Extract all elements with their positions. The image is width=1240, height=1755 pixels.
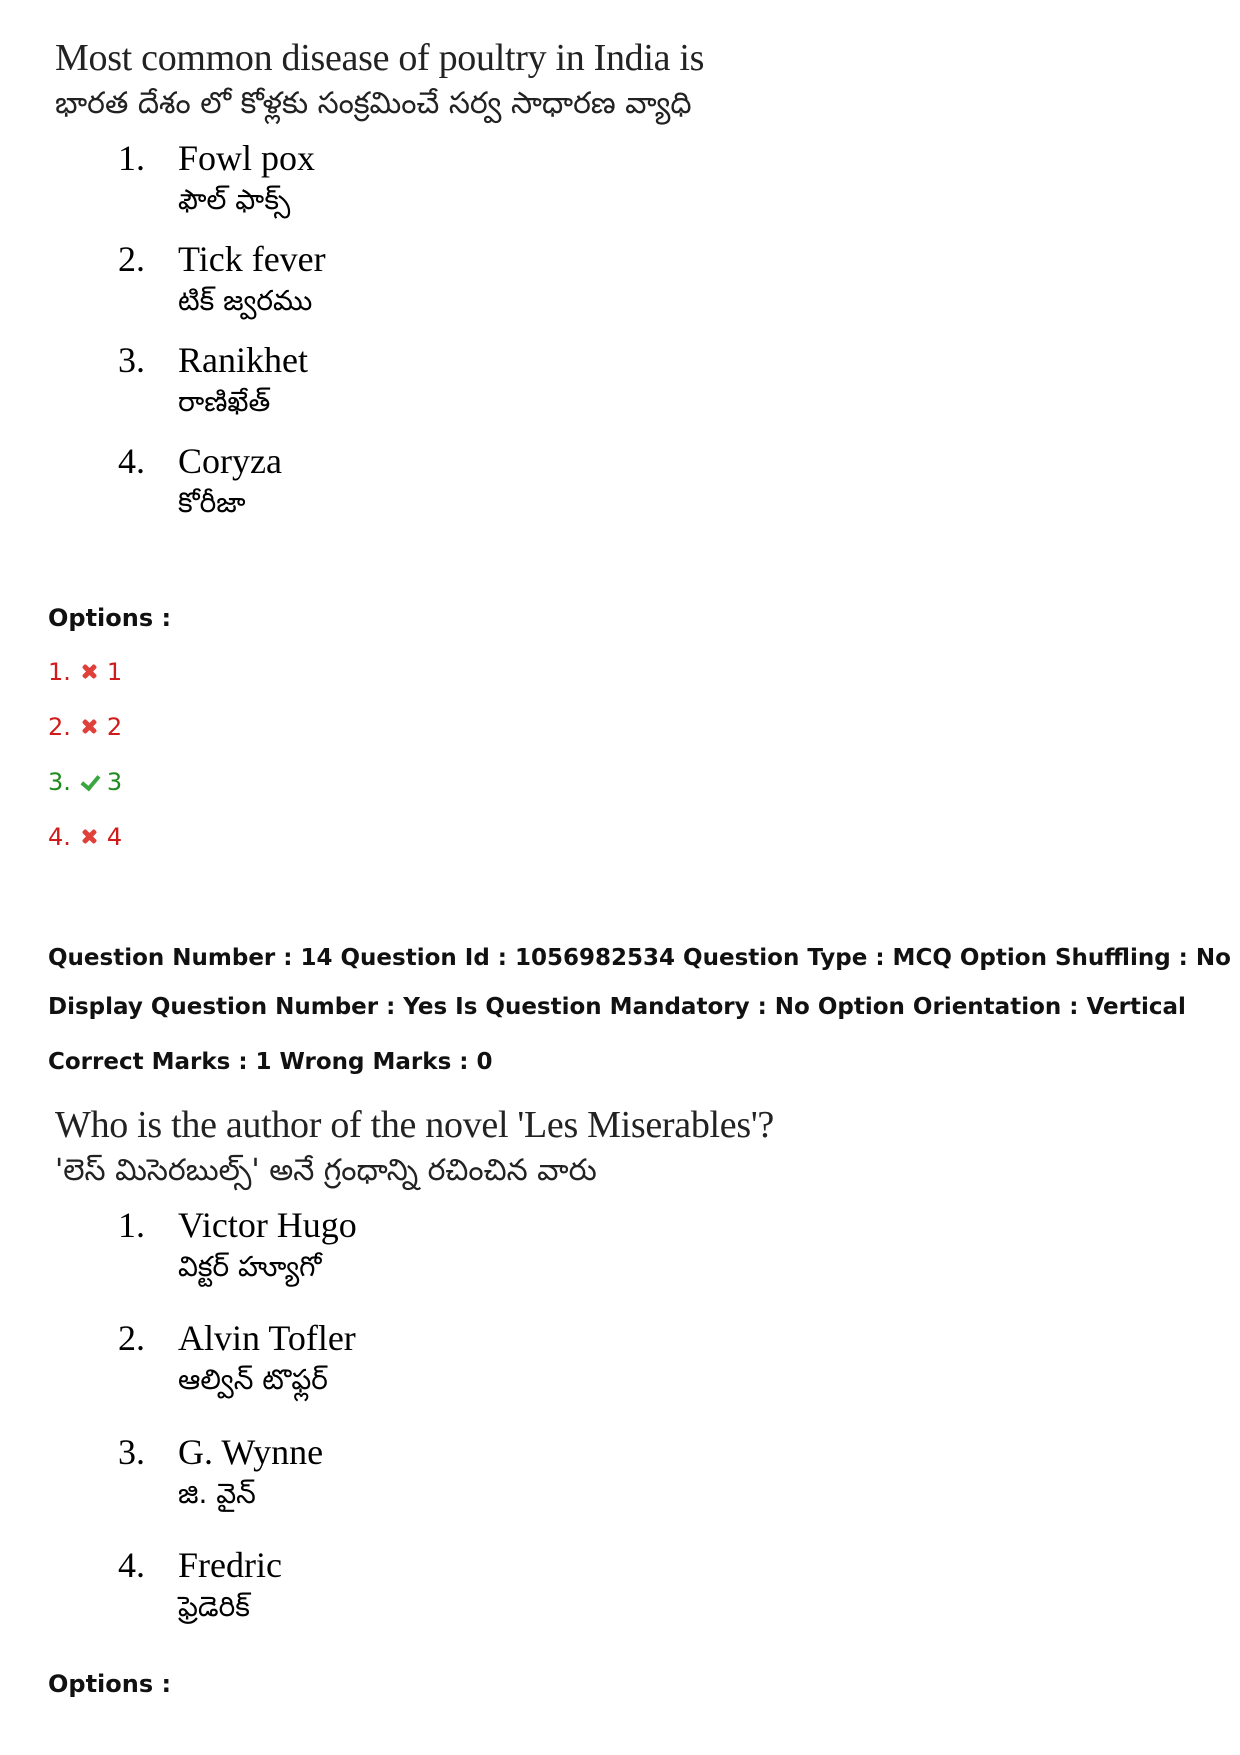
check-icon: [79, 772, 99, 792]
option-english: Tick fever: [178, 239, 326, 279]
option-number: 1.: [118, 1205, 145, 1245]
option-number: 2.: [118, 1318, 145, 1358]
option-telugu: రాణిఖేత్: [178, 385, 271, 418]
question-13-english: Most common disease of poultry in India is: [55, 37, 705, 79]
cross-icon: [79, 662, 99, 682]
answer-index: 3.: [48, 768, 71, 796]
question-meta-line-1: Question Number : 14 Question Id : 1056982534 Question Type : MCQ Option Shuffling : No: [48, 945, 1231, 971]
option-telugu: విక్టర్ హ్యూగో: [178, 1250, 322, 1283]
answer-value: 3: [106, 768, 123, 796]
option-english: Victor Hugo: [178, 1205, 357, 1245]
option-number: 2.: [118, 239, 145, 279]
option-english: Fredric: [178, 1545, 282, 1585]
question-14-english: Who is the author of the novel 'Les Miserables'?: [55, 1104, 774, 1146]
question-meta-line-2: Display Question Number : Yes Is Question Mandatory : No Option Orientation : Vertical: [48, 994, 1186, 1020]
option-english: Coryza: [178, 441, 282, 481]
option-telugu: జి. వైన్: [178, 1477, 256, 1510]
option-telugu: ఆల్విన్ టొఫ్లర్: [178, 1363, 328, 1396]
answer-option-1: [48, 658, 122, 686]
answer-index: 2.: [48, 713, 71, 741]
option-english: Alvin Tofler: [178, 1318, 356, 1358]
answer-value: 1: [106, 658, 123, 686]
options-label: Options :: [48, 604, 172, 632]
question-13-text: [55, 36, 875, 128]
option-english: Ranikhet: [178, 340, 308, 380]
option-telugu: ఫ్రెడెరిక్: [178, 1590, 250, 1623]
option-number: 3.: [118, 340, 145, 380]
option-number: 4.: [118, 441, 145, 481]
option-number: 1.: [118, 138, 145, 178]
option-telugu: ఫౌల్ ఫాక్స్: [178, 183, 291, 216]
answer-option-4: [48, 823, 122, 851]
answer-index: 4.: [48, 823, 71, 851]
question-13-telugu: భారత దేశం లో కోళ్లకు సంక్రమించే సర్వ సాధారణ వ్యాధి: [55, 86, 692, 121]
question-14-telugu: 'లెస్ మిసెరబుల్స్' అనే గ్రంధాన్ని రచించిన వారు: [55, 1153, 597, 1188]
option-number: 4.: [118, 1545, 145, 1585]
answer-index: 1.: [48, 658, 71, 686]
answer-option-2: [48, 713, 122, 741]
question-14-text: [55, 1103, 875, 1195]
answer-value: 4: [106, 823, 123, 851]
option-english: Fowl pox: [178, 138, 316, 178]
cross-icon: [79, 827, 99, 847]
answer-option-3: [48, 768, 122, 796]
answer-value: 2: [106, 713, 123, 741]
options-label: Options :: [48, 1670, 172, 1698]
option-telugu: కోరీజా: [178, 486, 246, 519]
option-telugu: టిక్ జ్వరము: [178, 284, 313, 317]
question-meta-line-3: Correct Marks : 1 Wrong Marks : 0: [48, 1049, 493, 1075]
option-english: G. Wynne: [178, 1432, 324, 1472]
option-number: 3.: [118, 1432, 145, 1472]
cross-icon: [79, 717, 99, 737]
